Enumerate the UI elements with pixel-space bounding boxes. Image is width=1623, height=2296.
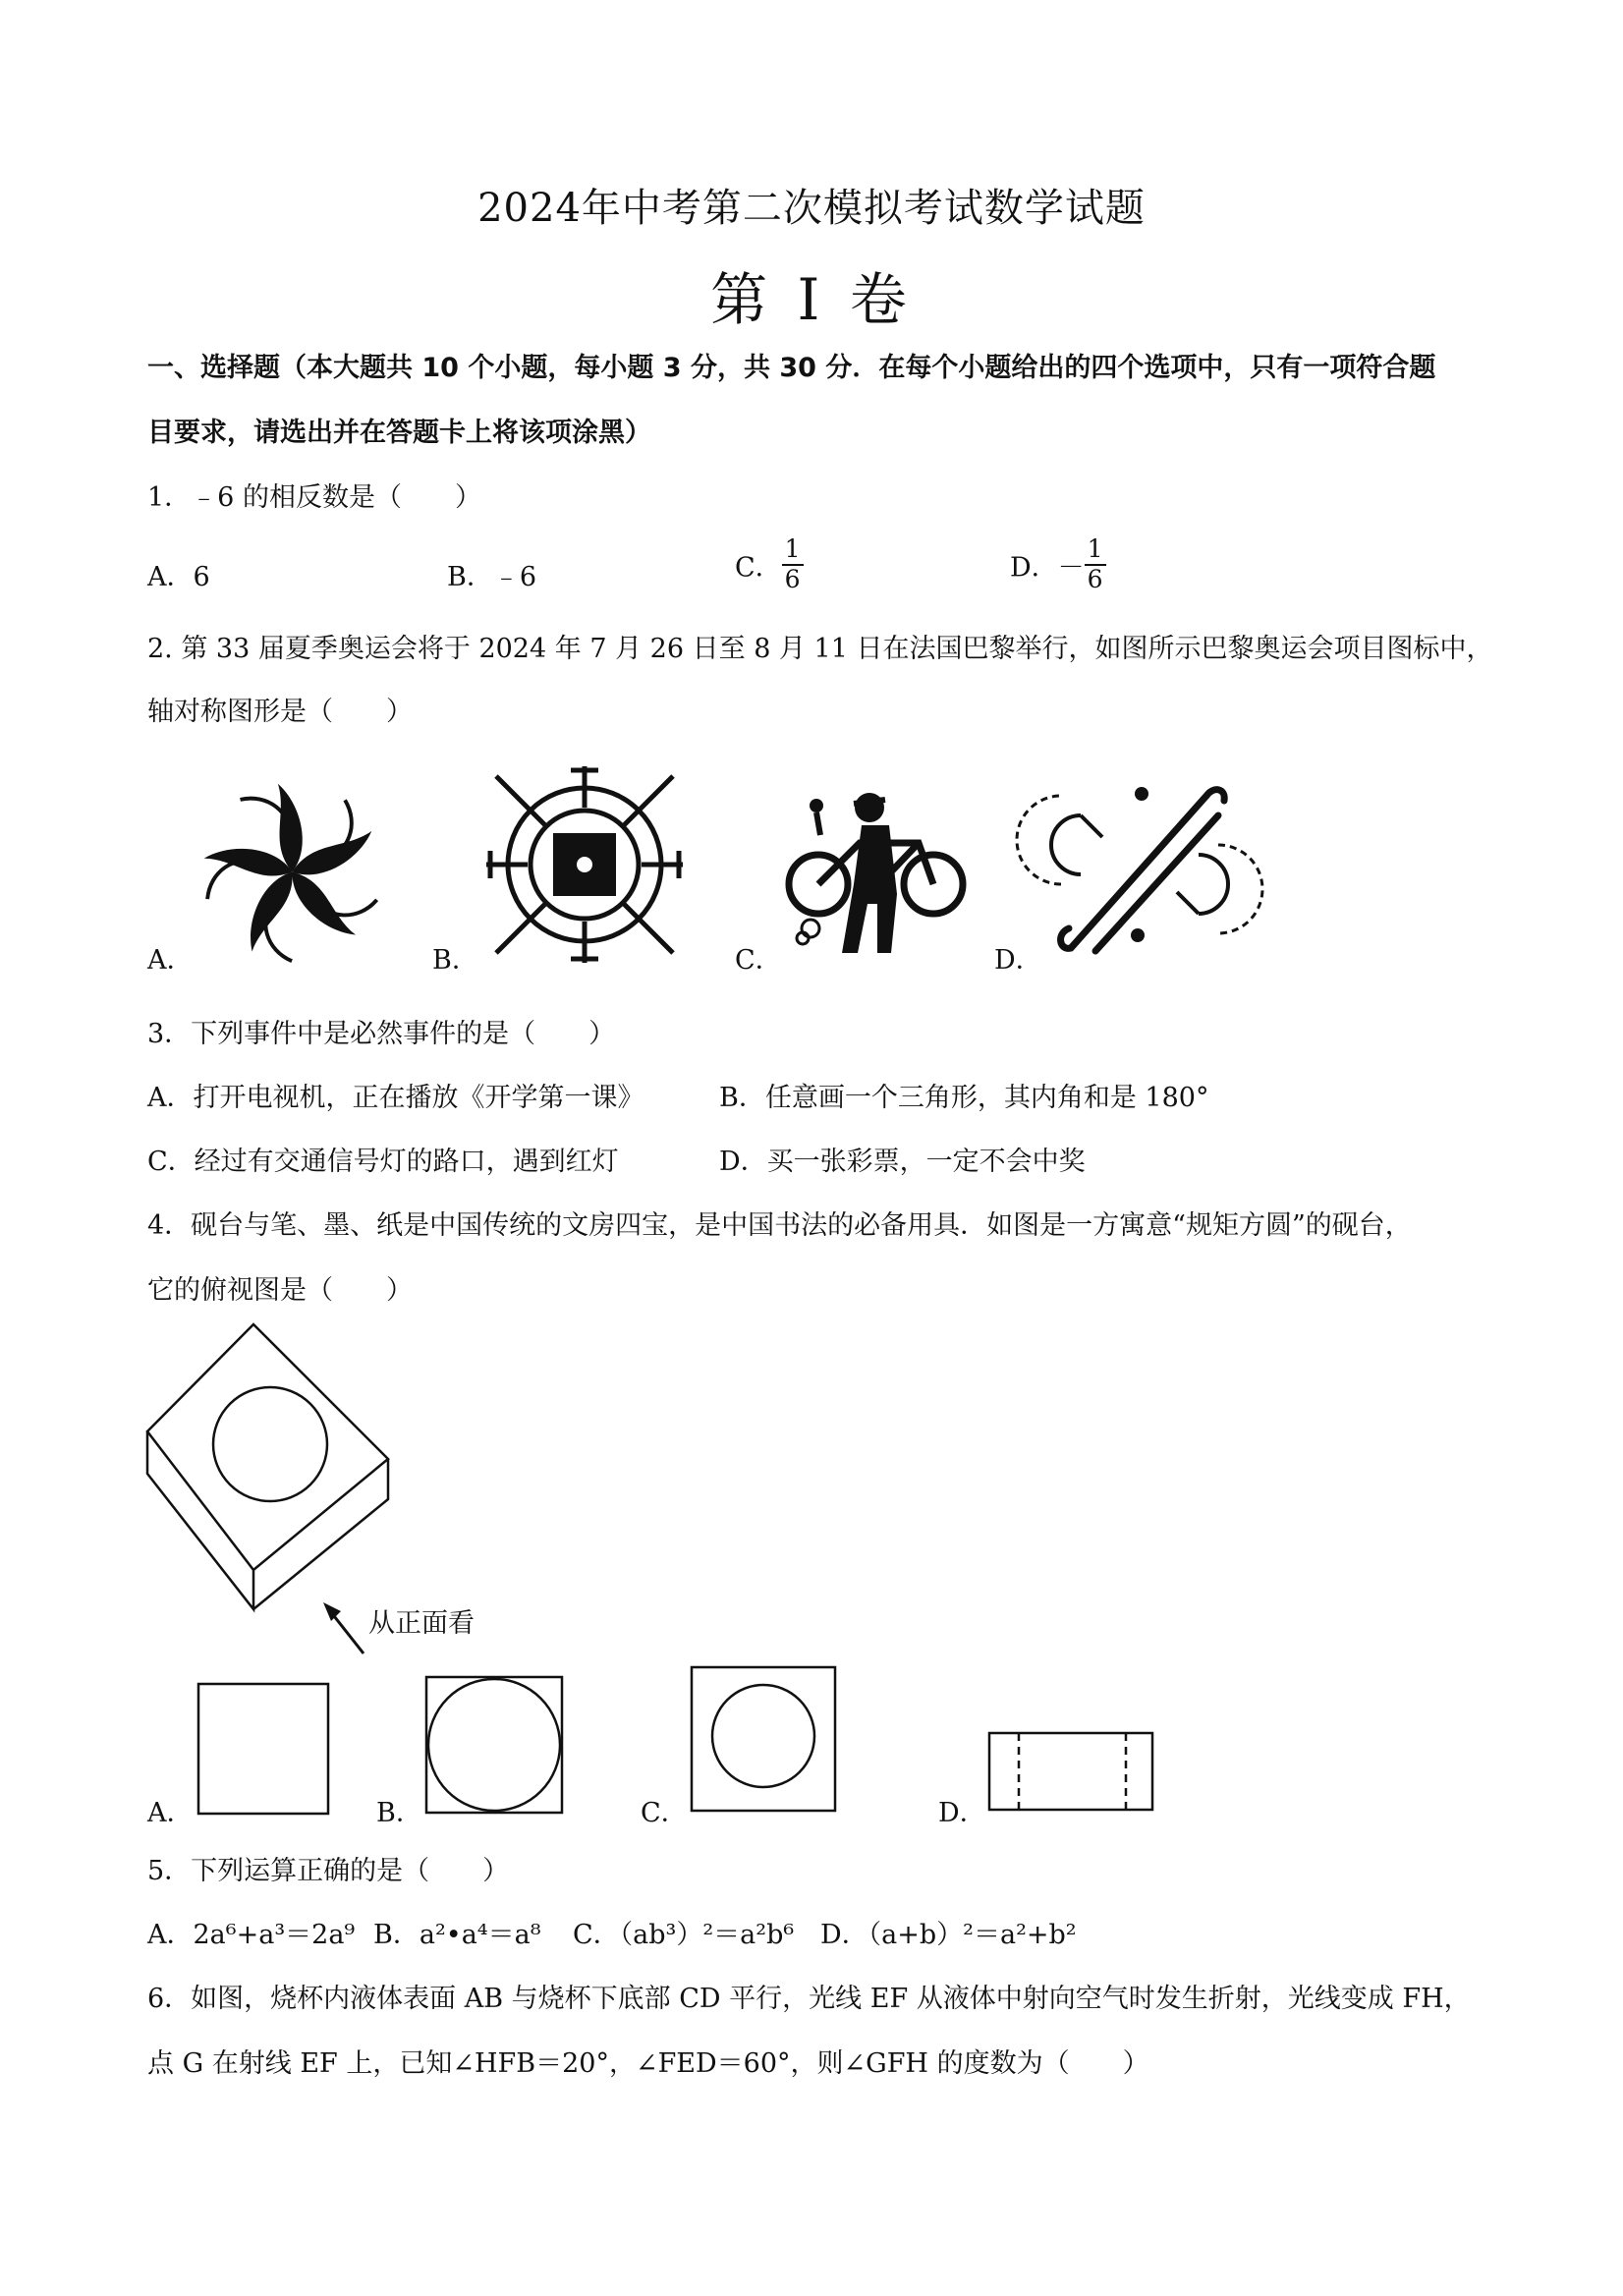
q4-line2: 它的俯视图是（ ） xyxy=(147,1275,413,1306)
target-icon xyxy=(481,761,688,968)
q4-label-a: A． xyxy=(147,1798,194,1828)
fraction-denominator: 6 xyxy=(784,564,801,593)
option-a-square-icon xyxy=(196,1682,334,1820)
q2-line2: 轴对称图形是（ ） xyxy=(147,697,413,727)
q5-option-a: A．2a⁶+a³＝2a⁹ xyxy=(147,1920,356,1950)
q1-option-d-label: D．－ xyxy=(1010,552,1085,584)
q3-option-b: B．任意画一个三角形，其内角和是 180° xyxy=(719,1083,1209,1113)
q5-option-d: D．（a+b）²＝a²+b² xyxy=(820,1920,1077,1950)
fraction-numerator: 1 xyxy=(782,535,804,566)
q2-line1: 2. 第 33 届夏季奥运会将于 2024 年 7 月 26 日至 8 月 11 日在法国巴黎举行，如图所示巴黎奥运会项目图标中， xyxy=(147,634,1493,664)
q1-option-d-fraction xyxy=(1085,535,1106,594)
q1-option-a: A．6 xyxy=(147,562,210,592)
hockey-icon xyxy=(1041,766,1238,963)
q5-option-c: C．（ab³）²＝a²b⁶ xyxy=(573,1920,795,1950)
arrow-icon xyxy=(319,1599,368,1658)
q4-label-b: B． xyxy=(376,1798,422,1828)
q4-line1: 4．砚台与笔、墨、纸是中国传统的文房四宝，是中国书法的必备用具．如图是一方寓意“规矩方圆”的砚台， xyxy=(147,1210,1412,1241)
q4-label-d: D． xyxy=(938,1798,986,1828)
q3-stem: 3．下列事件中是必然事件的是（ ） xyxy=(147,1019,616,1049)
q4-label-c: C． xyxy=(641,1798,688,1828)
q5-option-b: B．a²•a⁴＝a⁸ xyxy=(373,1920,541,1950)
inkstone-figure xyxy=(138,1316,403,1621)
q2-label-c: C． xyxy=(735,945,782,976)
section-instruction-line1: 一、选择题（本大题共 10 个小题，每小题 3 分，共 30 分．在每个小题给出的四个选项中，只有一项符合题 xyxy=(147,353,1436,383)
q3-option-d: D．买一张彩票，一定不会中奖 xyxy=(719,1147,1086,1177)
view-direction-note: 从正面看 xyxy=(368,1608,475,1639)
cyclist-icon xyxy=(781,786,973,963)
q5-stem: 5．下列运算正确的是（ ） xyxy=(147,1856,510,1886)
fraction-denominator: 6 xyxy=(1087,564,1103,593)
q1-option-c xyxy=(735,535,804,594)
option-c-square-small-circle-icon xyxy=(690,1665,839,1815)
option-b-square-circle-icon xyxy=(424,1675,567,1818)
volume-heading: 第 I 卷 xyxy=(710,266,913,333)
q1-option-c-fraction xyxy=(782,535,804,594)
option-d-rectangle-dashed-icon xyxy=(987,1731,1156,1814)
q2-label-b: B． xyxy=(432,945,478,976)
q3-option-c: C．经过有交通信号灯的路口，遇到红灯 xyxy=(147,1147,619,1177)
q1-stem: 1．﹣6 的相反数是（ ） xyxy=(147,482,481,513)
q1-option-b: B．﹣6 xyxy=(447,562,537,592)
q3-option-a: A．打开电视机，正在播放《开学第一课》 xyxy=(147,1083,644,1113)
section-instruction-line2: 目要求，请选出并在答题卡上将该项涂黑） xyxy=(147,418,651,448)
q1-option-c-label: C． xyxy=(735,552,782,584)
q2-label-d: D． xyxy=(994,945,1042,976)
q6-line2: 点 G 在射线 EF 上，已知∠HFB＝20°，∠FED＝60°，则∠GFH 的度数为（ ） xyxy=(147,2048,1149,2079)
q2-label-a: A． xyxy=(147,945,194,976)
fraction-numerator: 1 xyxy=(1085,535,1106,566)
page-title: 2024年中考第二次模拟考试数学试题 xyxy=(477,186,1146,231)
pinwheel-icon xyxy=(196,776,388,968)
q1-option-d xyxy=(1010,535,1106,594)
q6-line1: 6．如图，烧杯内液体表面 AB 与烧杯下底部 CD 平行，光线 EF 从液体中射向空气时发生折射，光线变成 FH， xyxy=(147,1984,1471,2014)
